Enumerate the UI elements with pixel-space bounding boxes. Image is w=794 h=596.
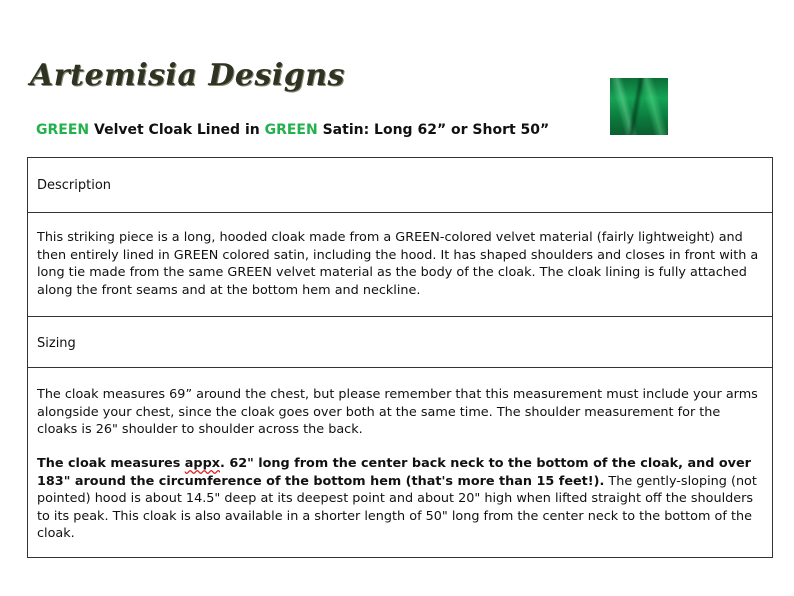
sizing-bold-text: appx xyxy=(184,456,220,471)
product-details-table xyxy=(27,157,773,558)
fabric-swatch-image xyxy=(610,78,668,135)
brand-logo: Artemisia Designs xyxy=(30,58,345,93)
description-text: This striking piece is a long, hooded cloak made from a GREEN-colored velvet material (fairly lightweight) and then entirely lined in GREEN colored satin, including the hood. It has shaped shoulders and closes in front with a long tie made from the same GREEN velvet material as the body of the cloak. The cloak lining is fully attached along the front seams and at the bottom hem and neckline. xyxy=(37,230,759,298)
sizing-hood-text: The gently-sloping (not pointed) hood is about 14.5" deep at its deepest point and about 20" high when lifted straight off the shoulders to its peak. This cloak is also available in a shorter length of 50" long from the center neck to the bottom of the cloak. xyxy=(37,473,757,541)
description-body-row xyxy=(28,213,772,317)
sizing-body-row xyxy=(28,368,772,559)
sizing-text-length xyxy=(37,455,762,543)
sizing-bold-text: The cloak measures xyxy=(37,456,185,471)
title-text: Velvet Cloak Lined in xyxy=(89,122,265,138)
title-color-word: GREEN xyxy=(264,122,318,138)
sizing-bold-text: . 62" long from the center back neck to the bottom of the cloak, and over 183" around the circumference of the bottom hem (that's more than 15 feet!). xyxy=(37,456,751,489)
sizing-text-chest: The cloak measures 69” around the chest, but please remember that this measurement must include your arms alongside your chest, since the cloak goes over both at the same time. The shoulder measurement for the cloaks is 26" shoulder to shoulder across the back. xyxy=(37,387,758,437)
description-header: Description xyxy=(37,178,112,193)
description-header-row xyxy=(28,158,772,213)
product-title xyxy=(36,122,549,138)
sizing-header-row xyxy=(28,317,772,368)
title-text: Satin: Long 62” or Short 50” xyxy=(317,122,550,138)
title-color-word: GREEN xyxy=(36,122,90,138)
sizing-header: Sizing xyxy=(37,336,76,351)
